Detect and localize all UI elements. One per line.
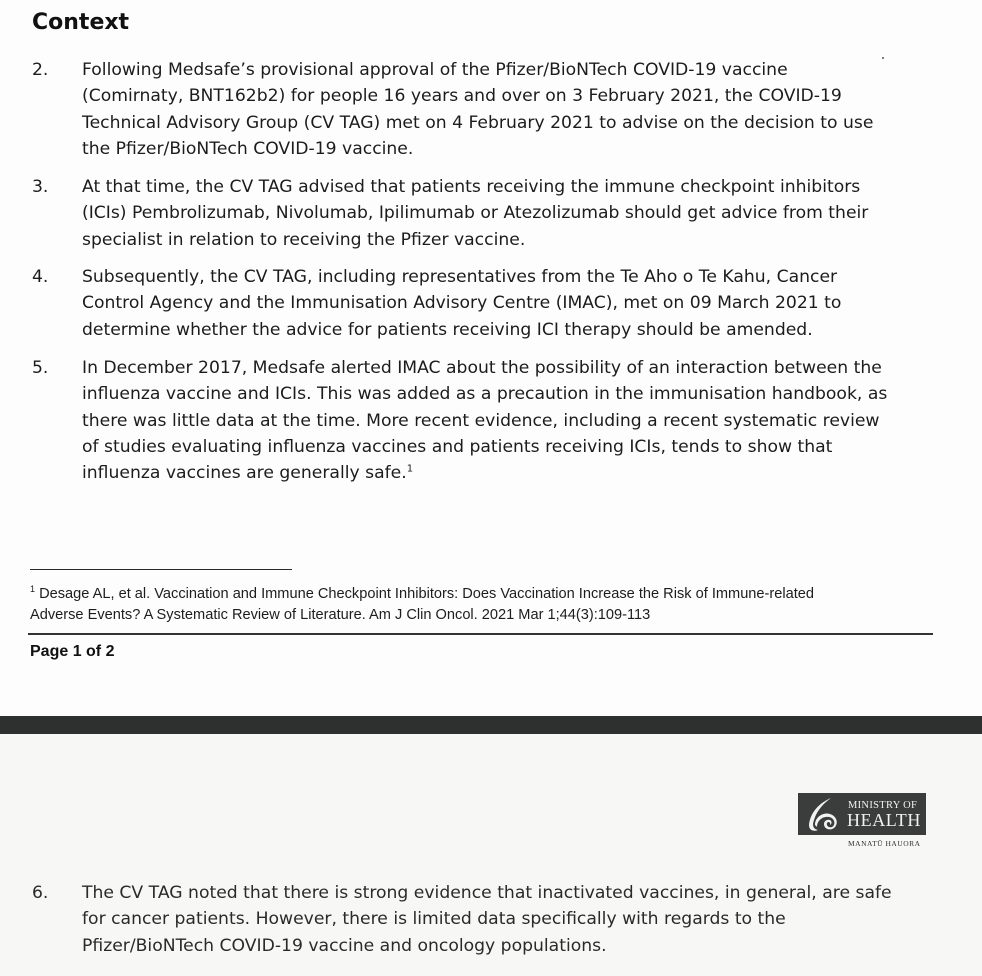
footnote-line: Adverse Events? A Systematic Review of Literature. Am J Clin Oncol. 2021 Mar 1;44(3):109-113: [30, 607, 651, 623]
text-line: In December 2017, Medsafe alerted IMAC about the possibility of an interaction between the: [82, 358, 882, 378]
footnote-reference[interactable]: 1: [406, 463, 414, 475]
logo-subtitle: MANATŪ HAUORA: [848, 839, 921, 848]
paragraph-5: [32, 355, 932, 486]
text-line: Following Medsafe’s provisional approval of the Pfizer/BioNTech COVID-19 vaccine: [82, 60, 788, 80]
text-line: At that time, the CV TAG advised that patients receiving the immune checkpoint inhibitors: [82, 177, 861, 197]
text-line-content: influenza vaccines are generally safe.: [82, 463, 407, 484]
paragraph-body: [82, 57, 932, 162]
footnote-line: [30, 584, 960, 605]
paragraph-4: [32, 264, 932, 343]
paragraph-number: 5.: [32, 358, 49, 378]
page-number: Page 1 of 2: [30, 643, 115, 660]
text-line: Pfizer/BioNTech COVID-19 vaccine and oncology populations.: [82, 935, 607, 956]
page-footer-divider: [28, 633, 933, 635]
footnote-marker: 1: [30, 584, 36, 595]
paragraph-body: [82, 264, 932, 343]
logo-line-2: HEALTH: [847, 810, 921, 830]
text-line: influenza vaccine and ICIs. This was added as a precaution in the immunisation handbook, as: [82, 384, 888, 405]
paragraph-number: 6.: [32, 883, 49, 903]
text-line: for cancer patients. However, there is limited data specifically with regards to the: [82, 909, 786, 930]
footnote-text: Desage AL, et al. Vaccination and Immune Checkpoint Inhibitors: Does Vaccination Increase the Risk of Immune-related: [35, 586, 815, 602]
paragraph-3: [32, 174, 932, 253]
koru-icon: [801, 795, 847, 833]
paragraph-body: [82, 355, 932, 486]
paragraph-number: 2.: [32, 60, 49, 80]
footnote: [30, 584, 960, 626]
paragraph-body: [82, 174, 932, 253]
ministry-of-health-logo: [798, 793, 926, 835]
footnote-divider: [30, 569, 292, 570]
paragraph-2: [32, 57, 932, 162]
text-line: (ICIs) Pembrolizumab, Nivolumab, Ipilimumab or Atezolizumab should get advice from their: [82, 203, 869, 224]
logo-line-1: MINISTRY OF: [848, 800, 918, 811]
section-heading: Context: [32, 10, 130, 35]
paragraph-number: 3.: [32, 177, 49, 197]
paragraph-body: [82, 880, 932, 959]
text-line: [82, 460, 932, 486]
text-line: of studies evaluating influenza vaccines and patients receiving ICIs, tends to show that: [82, 436, 833, 457]
text-line: the Pfizer/BioNTech COVID-19 vaccine.: [82, 138, 414, 159]
text-line: there was little data at the time. More recent evidence, including a recent systematic review: [82, 410, 880, 431]
page-separator: [0, 716, 982, 734]
text-line: The CV TAG noted that there is strong evidence that inactivated vaccines, in general, are safe: [82, 883, 892, 903]
text-line: (Comirnaty, BNT162b2) for people 16 years and over on 3 February 2021, the COVID-19: [82, 86, 842, 107]
text-line: specialist in relation to receiving the Pfizer vaccine.: [82, 229, 526, 250]
text-line: Technical Advisory Group (CV TAG) met on 4 February 2021 to advise on the decision to use: [82, 112, 874, 133]
paragraph-number: 4.: [32, 267, 49, 287]
text-line: Control Agency and the Immunisation Advisory Centre (IMAC), met on 09 March 2021 to: [82, 293, 842, 314]
text-line: determine whether the advice for patients receiving ICI therapy should be amended.: [82, 319, 813, 340]
paragraph-6: [32, 880, 932, 959]
text-line: Subsequently, the CV TAG, including representatives from the Te Aho o Te Kahu, Cancer: [82, 267, 838, 287]
